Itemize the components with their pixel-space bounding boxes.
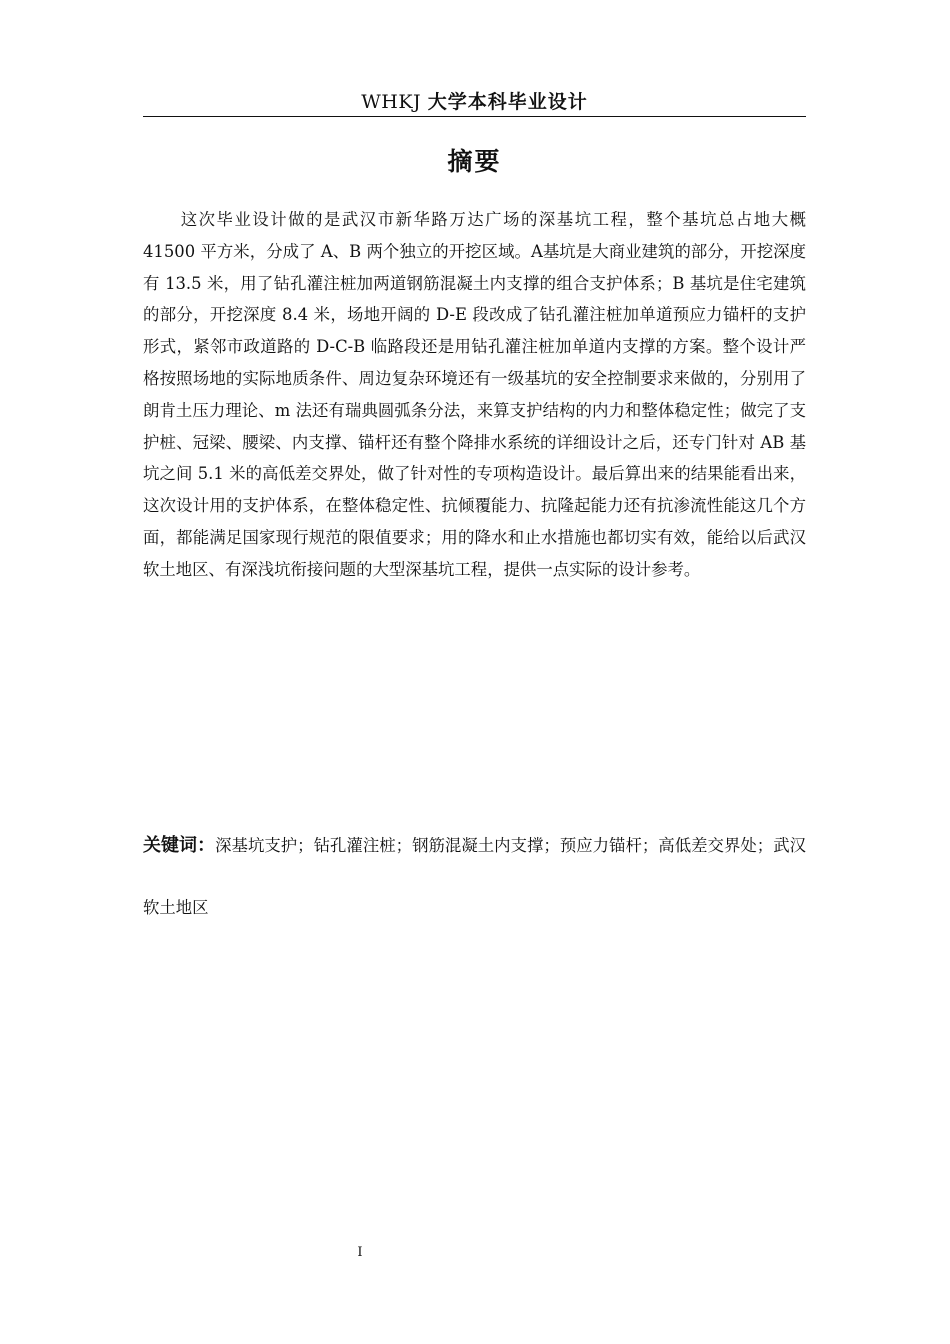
abstract-title: 摘要 (447, 147, 502, 176)
page-number: I (357, 1245, 363, 1260)
keywords-label: 关键词： (143, 835, 216, 856)
header-university: 大学本科毕业设计 (427, 91, 588, 113)
header-prefix: WHKJ (361, 91, 422, 113)
running-header (143, 88, 806, 116)
header-rule (143, 116, 806, 117)
keywords-text: 深基坑支护；钻孔灌注桩；钢筋混凝土内支撑；预应力锚杆；高低差交界处；武汉软土地区 (143, 836, 807, 917)
abstract-body: 这次毕业设计做的是武汉市新华路万达广场的深基坑工程，整个基坑总占地大概 41500 平方米，分成了 A、B 两个独立的开挖区域。A基坑是大商业建筑的部分，开挖深度有 13.5 米，用了钻孔灌注桩加两道钢筋混凝土内支撑的组合支护体系；B 基坑是住宅建筑的部分，开挖深度 8.4 米，场地开阔的 D-E 段改成了钻孔灌注桩加单道预应力锚杆的支护形式，紧邻市政道路的 D-C-B 临路段还是用钻孔灌注桩加单道内支撑的方案。整个设计严格按照场地的实际地质条件、周边复杂环境还有一级基坑的安全控制要求来做的，分别用了朗肯土压力理论、m 法还有瑞典圆弧条分法，来算支护结构的内力和整体稳定性；做完了支护桩、冠梁、腰梁、内支撑、锚杆还有整个降排水系统的详细设计之后，还专门针对 AB 基坑之间 5.1 米的高低差交界处，做了针对性的专项构造设计。最后算出来的结果能看出来，这次设计用的支护体系，在整体稳定性、抗倾覆能力、抗隆起能力还有抗渗流性能这几个方面，都能满足国家现行规范的限值要求；用的降水和止水措施也都切实有效，能给以后武汉软土地区、有深浅坑衔接问题的大型深基坑工程，提供一点实际的设计参考。 (143, 210, 806, 579)
keywords-paragraph (143, 815, 806, 939)
